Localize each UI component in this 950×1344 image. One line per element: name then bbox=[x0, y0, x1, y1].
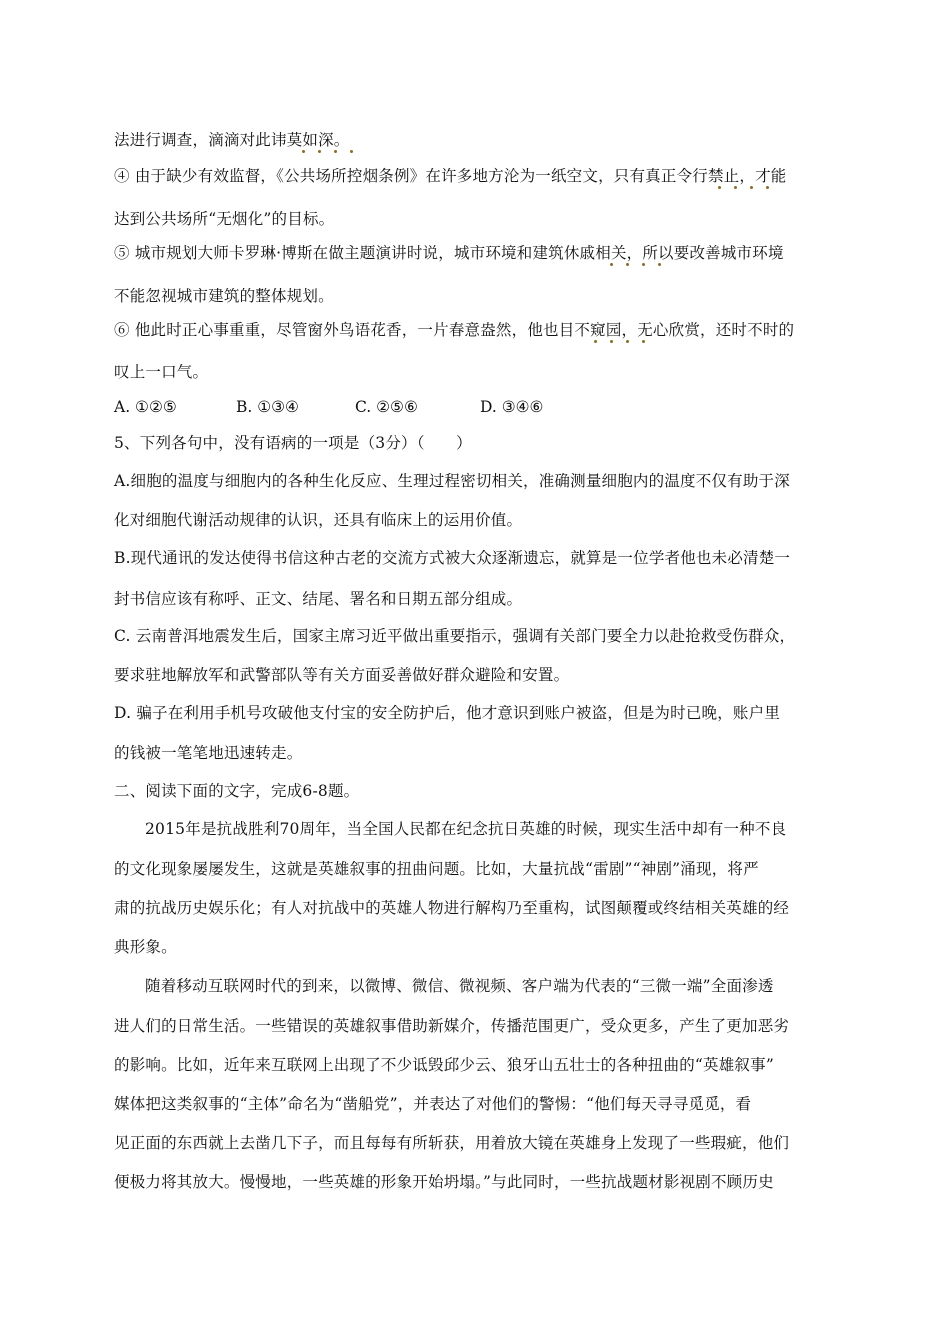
option-d: D. ③④⑥ bbox=[480, 398, 544, 416]
text-line: 随着移动互联网时代的到来，以微博、微信、微视频、客户端为代表的“三微一端”全面渗透 bbox=[145, 977, 774, 995]
section-heading: 二、阅读下面的文字，完成6-8题。 bbox=[114, 782, 360, 800]
text-line: 2015年是抗战胜利70周年，当全国人民都在纪念抗日英雄的时候，现实生活中却有一种不良 bbox=[145, 820, 787, 838]
text-line: 见正面的东西就上去凿几下子，而且每每有所斩获，用着放大镜在英雄身上发现了一些瑕疵，他们 bbox=[114, 1134, 790, 1152]
text-line: 肃的抗战历史娱乐化；有人对抗战中的英雄人物进行解构乃至重构，试图颠覆或终结相关英雄的经 bbox=[114, 899, 790, 917]
text-line: C. 云南普洱地震发生后，国家主席习近平做出重要指示，强调有关部门要全力以赴抢救受伤群众， bbox=[114, 627, 796, 645]
text-line: 要求驻地解放军和武警部队等有关方面妥善做好群众避险和安置。 bbox=[114, 666, 570, 684]
emphasis-dots bbox=[710, 186, 790, 192]
text-line: D. 骗子在利用手机号攻破他支付宝的安全防护后，他才意识到账户被盗，但是为时已晚，账户里 bbox=[114, 704, 781, 722]
text-line: 不能忽视城市建筑的整体规划。 bbox=[114, 287, 334, 305]
text-line: 达到公共场所“无烟化”的目标。 bbox=[114, 210, 335, 228]
text-line: 化对细胞代谢活动规律的认识，还具有临床上的运用价值。 bbox=[114, 511, 523, 529]
text-line: 的文化现象屡屡发生，这就是英雄叙事的扭曲问题。比如，大量抗战“雷剧”“神剧”涌现，将严 bbox=[114, 860, 759, 878]
emphasis-dots bbox=[602, 263, 682, 269]
text-line: B.现代通讯的发达使得书信这种古老的交流方式被大众逐渐遗忘，就算是一位学者他也未必清楚一 bbox=[114, 549, 791, 567]
text-line: ⑤ 城市规划大师卡罗琳·博斯在做主题演讲时说，城市环境和建筑休戚相关，所以要改善城市环境 bbox=[114, 244, 784, 262]
text-line: ④ 由于缺少有效监督，《公共场所控烟条例》在许多地方沦为一纸空文，只有真正令行禁止，才能 bbox=[114, 167, 787, 185]
text-line: A.细胞的温度与细胞内的各种生化反应、生理过程密切相关，准确测量细胞内的温度不仅有助于深 bbox=[114, 472, 790, 490]
text-line: 典形象。 bbox=[114, 938, 177, 956]
option-c: C. ②⑤⑥ bbox=[355, 398, 418, 416]
text-line: 的影响。比如，近年来互联网上出现了不少诋毁邱少云、狼牙山五壮士的各种扭曲的“英雄叙事” bbox=[114, 1056, 774, 1074]
text-line: 便极力将其放大。慢慢地，一些英雄的形象开始坍塌。”与此同时，一些抗战题材影视剧不顾历史 bbox=[114, 1173, 774, 1191]
text-line: 的钱被一笔笔地迅速转走。 bbox=[114, 744, 303, 762]
text-line: 封书信应该有称呼、正文、结尾、署名和日期五部分组成。 bbox=[114, 590, 523, 608]
emphasis-dots bbox=[586, 340, 666, 346]
text-line: 叹上一口气。 bbox=[114, 363, 209, 381]
emphasis-dots bbox=[294, 150, 374, 156]
option-b: B. ①③④ bbox=[236, 398, 299, 416]
text-line: 媒体把这类叙事的“主体”命名为“凿船党”，并表达了对他们的警惕：“他们每天寻寻觅觅，看 bbox=[114, 1095, 752, 1113]
option-a: A. ①②⑤ bbox=[114, 398, 177, 416]
text-line: ⑥ 他此时正心事重重，尽管窗外鸟语花香，一片春意盎然，他也目不窥园，无心欣赏，还时不时的 bbox=[114, 321, 795, 339]
text-line: 进人们的日常生活。一些错误的英雄叙事借助新媒介，传播范围更广，受众更多，产生了更加恶劣 bbox=[114, 1017, 790, 1035]
question-heading: 5、下列各句中，没有语病的一项是（3分）（ ） bbox=[114, 434, 472, 452]
text-line: 法进行调查，滴滴对此讳莫如深。 bbox=[114, 131, 350, 149]
